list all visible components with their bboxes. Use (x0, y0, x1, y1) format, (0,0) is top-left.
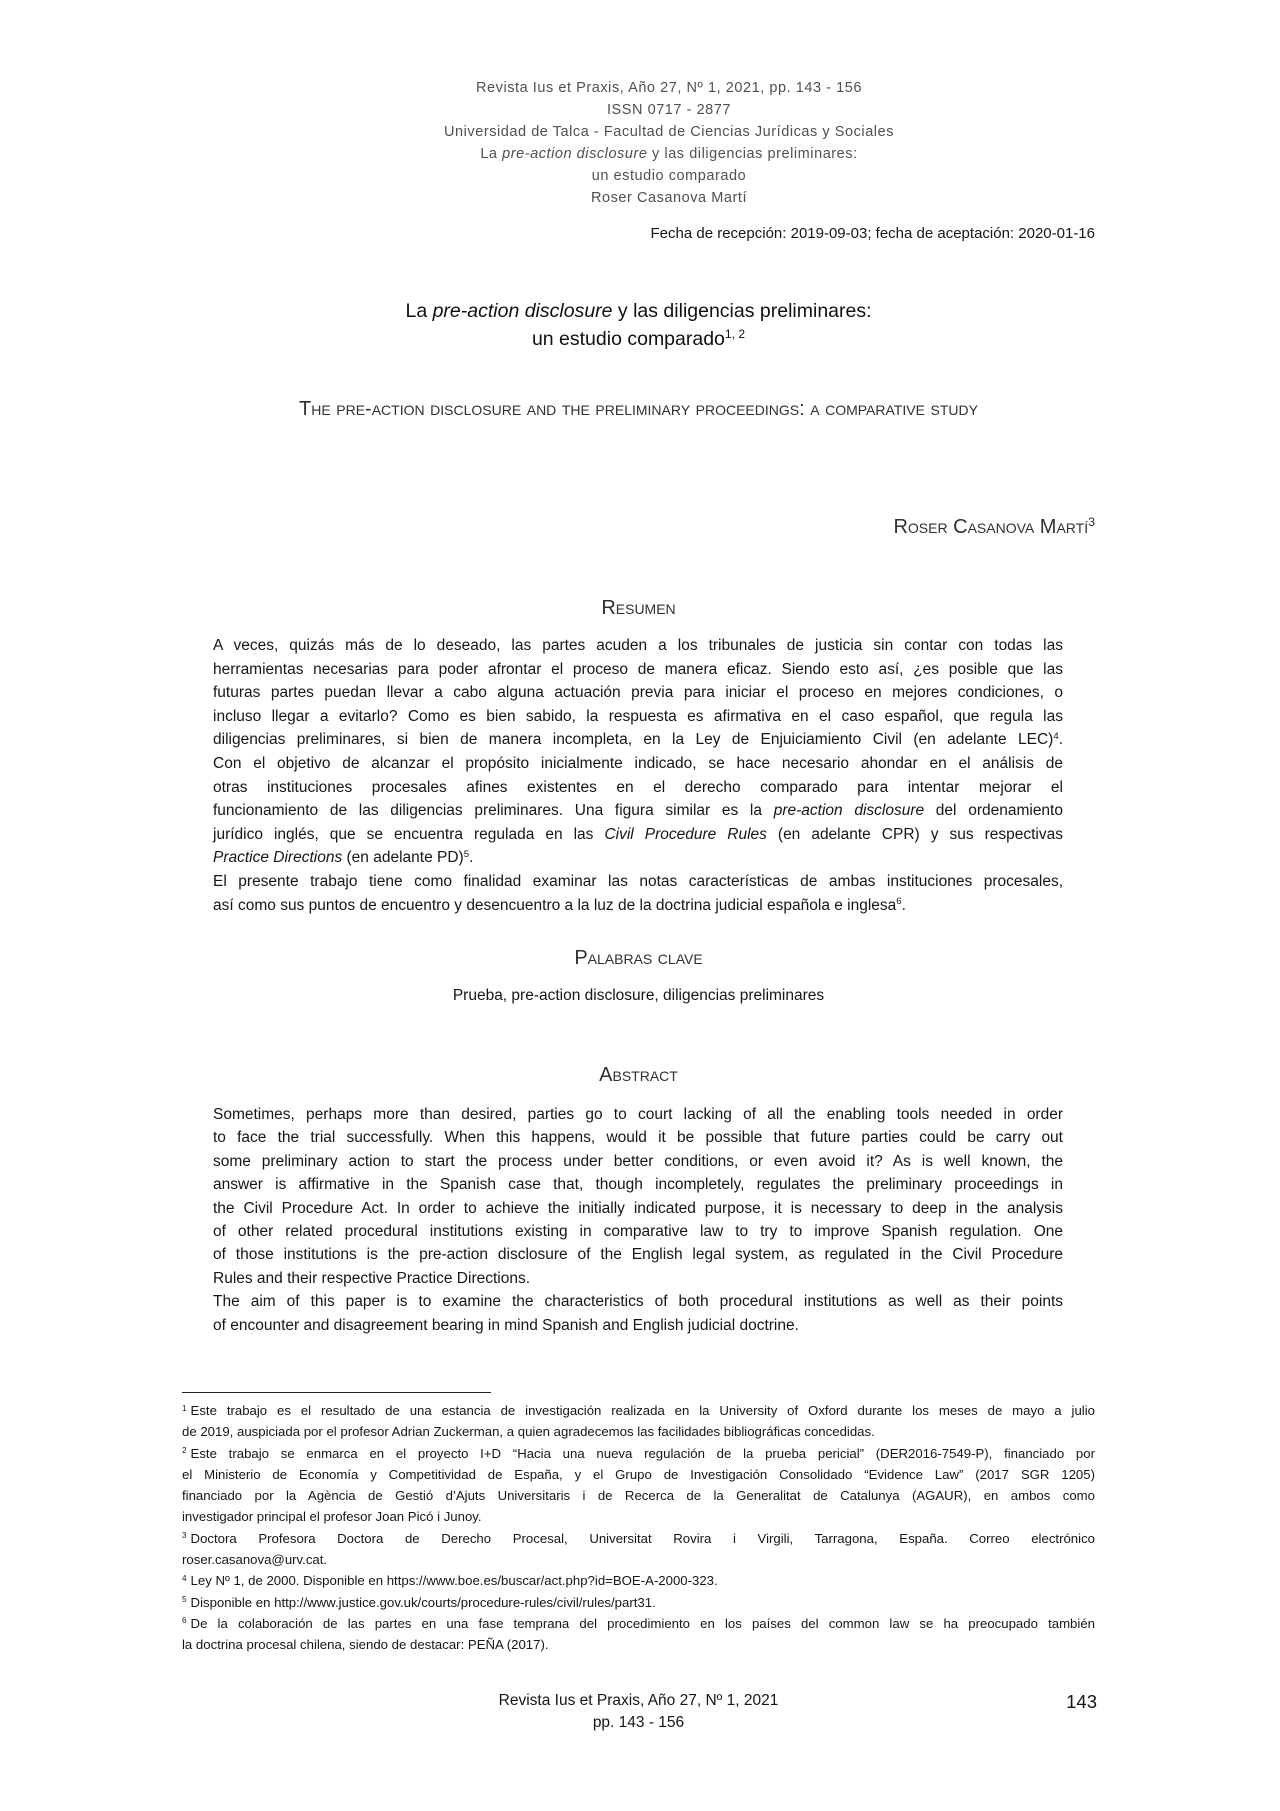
text-run: to face the trial successfully. When this happens, would it be possible that future parties could be carry out (213, 1129, 1063, 1147)
text-run: De la colaboración de las partes en una fase temprana del procedimiento en los países del common law se ha preocupado también (190, 1615, 1095, 1631)
text-line (213, 1290, 1063, 1313)
text-line (182, 325, 1095, 353)
text-run: y las diligencias preliminares: (647, 146, 858, 162)
text-line (182, 1443, 1095, 1464)
page-number: 143 (1066, 1691, 1097, 1712)
text-line (369, 121, 969, 143)
italic-text: Practice Directions (213, 849, 343, 867)
text-run: A veces, quizás más de lo deseado, las partes acuden a los tribunales de justicia sin contar con todas las (213, 637, 1063, 654)
text-line (213, 1314, 1063, 1337)
text-line (213, 728, 1063, 752)
footnote-marker: 1, 2 (724, 327, 746, 342)
text-line (213, 1150, 1063, 1173)
text-line (213, 823, 1063, 847)
text-line (213, 870, 1063, 894)
keywords-heading: Palabras clave (574, 947, 703, 969)
resumen-body (213, 634, 1063, 917)
text-line (182, 1485, 1095, 1506)
text-run: the Civil Procedure Act. In order to achieve the initially indicated purpose, it is necessary to deep in the analysis (213, 1199, 1063, 1217)
text-run: incluso llegar a evitarlo? Como es bien sabido, la respuesta es afirmativa en el caso español, que regula las (213, 707, 1063, 725)
text-run: The aim of this paper is to examine the characteristics of both procedural institutions as well as their points (213, 1293, 1063, 1311)
text-run: Con el objetivo de alcanzar el propósito inicialmente indicado, se hace necesario ahondar en el análisis de (213, 754, 1063, 772)
text-run: Rules and their respective Practice Directions. (213, 1269, 531, 1287)
footnote-2 (182, 1443, 1095, 1528)
italic-text: pre-action disclosure (773, 802, 925, 820)
abstract-body (213, 1103, 1063, 1337)
footnote-separator (182, 1392, 491, 1393)
text-run: some preliminary action to start the process under better conditions, or even avoid it? As is well known, the (213, 1152, 1063, 1170)
text-run: y las diligencias preliminares: (612, 300, 872, 322)
footnote-marker: 4 (1053, 731, 1059, 743)
author-name (182, 515, 1095, 539)
text-run: Sometimes, perhaps more than desired, parties go to court lacking of all the enabling tools needed in order (213, 1106, 1063, 1123)
text-run: investigador principal el profesor Joan Picó i Junoy. (182, 1509, 482, 1525)
text-run: Roser Casanova Martí (893, 516, 1089, 538)
italic-text: pre-action disclosure (502, 146, 648, 162)
footnote-number: 6 (182, 1616, 187, 1626)
text-line (213, 1197, 1063, 1220)
footnote-marker: 3 (1088, 515, 1095, 530)
footnote-marker: 6 (896, 896, 902, 908)
text-line (213, 705, 1063, 729)
text-run: Disponible en http://www.justice.gov.uk/courts/procedure-rules/civil/rules/part31. (190, 1594, 656, 1610)
text-line (213, 1126, 1063, 1149)
text-line (182, 1464, 1095, 1485)
text-run: . (469, 849, 474, 867)
footnote-6 (182, 1613, 1095, 1656)
footnote-3 (182, 1528, 1095, 1571)
footnote-number: 3 (182, 1531, 187, 1541)
text-run: funcionamiento de las diligencias preliminares. Una figura similar es la (213, 802, 774, 820)
footnote-1 (182, 1400, 1095, 1443)
footnotes (182, 1400, 1095, 1656)
footnote-5 (182, 1592, 1095, 1613)
text-run: answer is affirmative in the Spanish case that, though incompletely, regulates the preliminary proceedings in (213, 1176, 1063, 1194)
text-line (213, 658, 1063, 682)
text-run: Este trabajo es el resultado de una estancia de investigación realizada en la University of Oxford durante los meses de mayo a julio (190, 1403, 1095, 1418)
text-line (369, 165, 969, 187)
text-run: Doctora Profesora Doctora de Derecho Procesal, Universitat Rovira i Virgili, Tarragona, España. Correo electrónico (190, 1530, 1095, 1546)
text-line (213, 752, 1063, 776)
text-line (213, 1220, 1063, 1243)
text-run: financiado por la Agència de Gestió d’Ajuts Universitaris i de Recerca de la Generalitat de Catalunya (AGAUR), en ambos como (182, 1488, 1095, 1504)
text-run: un estudio comparado (531, 328, 725, 350)
italic-text: Civil Procedure Rules (604, 825, 767, 843)
text-line (213, 799, 1063, 823)
paragraph (213, 870, 1063, 917)
text-run: . (1058, 731, 1063, 749)
text-run: (en adelante CPR) y sus respectivas (766, 825, 1063, 843)
text-run: diligencias preliminares, si bien de manera incompleta, en la Ley de Enjuiciamiento Civil (en adelante LEC) (213, 731, 1054, 749)
text-line (213, 846, 1063, 870)
text-line (182, 1549, 1095, 1570)
text-run: jurídico inglés, que se encuentra regulada en las (213, 825, 605, 843)
english-title: The pre-action disclosure and the preliminary proceedings: a comparative study (299, 398, 978, 420)
text-line (182, 297, 1095, 325)
italic-text: pre-action disclosure (432, 300, 613, 322)
footnote-4 (182, 1570, 1095, 1591)
text-line (369, 77, 969, 99)
running-header (369, 77, 969, 209)
text-run: roser.casanova@urv.cat. (182, 1552, 328, 1568)
footnote-number: 4 (182, 1573, 187, 1583)
text-line (369, 187, 969, 209)
text-line (213, 1103, 1063, 1126)
text-run: La (480, 146, 503, 162)
text-line (369, 99, 969, 121)
text-run: futuras partes puedan llevar a cabo alguna actuación previa para iniciar el proceso en mejores condiciones, o (213, 684, 1063, 702)
text-run: of those institutions is the pre-action disclosure of the English legal system, as regulated in the Civil Procedure (213, 1246, 1063, 1264)
text-line (369, 143, 969, 165)
paragraph (213, 1103, 1063, 1290)
resumen-heading: Resumen (601, 597, 676, 619)
text-run: Revista Ius et Praxis, Año 27, Nº 1, 2021, pp. 143 - 156 (476, 80, 862, 96)
text-run: of other related procedural institutions existing in comparative law to try to improve Spanish regulation. One (213, 1223, 1063, 1241)
text-run: La (405, 300, 433, 322)
text-run: Roser Casanova Martí (590, 190, 748, 206)
text-line (182, 1400, 1095, 1421)
text-run: así como sus puntos de encuentro y desencuentro a la luz de la doctrina judicial española e inglesa (213, 896, 897, 914)
footnote-number: 2 (182, 1446, 187, 1456)
text-run: . (901, 896, 906, 914)
text-line (182, 1506, 1095, 1527)
text-line (213, 1173, 1063, 1196)
text-line (213, 894, 1063, 918)
text-line (213, 776, 1063, 800)
paragraph (213, 634, 1063, 870)
text-line (213, 681, 1063, 705)
text-run: herramientas necesarias para poder afrontar el proceso de manera eficaz. Siendo esto así, ¿es posible que las (213, 660, 1063, 678)
text-run: Universidad de Talca - Facultad de Ciencias Jurídicas y Sociales (444, 124, 894, 140)
text-run: El presente trabajo tiene como finalidad examinar las notas características de ambas instituciones procesales, (213, 872, 1063, 890)
text-run: Este trabajo se enmarca en el proyecto I+D “Hacia una nueva regulación de la prueba pericial” (DER2016-7549-P), financiado por (190, 1445, 1095, 1461)
text-line (182, 1570, 1095, 1591)
text-run: el Ministerio de Economía y Competitividad de España, y el Grupo de Investigación Consolidado “Evidence Law” (2017 SGR 1205) (182, 1466, 1095, 1482)
footnote-number: 1 (182, 1403, 187, 1413)
text-line (182, 1592, 1095, 1613)
text-line (213, 1267, 1063, 1290)
text-line (213, 634, 1063, 658)
text-line (213, 1243, 1063, 1266)
keywords-text: Prueba, pre-action disclosure, diligencias preliminares (452, 987, 825, 1004)
text-run: ISSN 0717 - 2877 (606, 102, 732, 118)
footer-pages-line: pp. 143 - 156 (592, 1714, 685, 1731)
text-line (182, 1634, 1095, 1655)
text-run: del ordenamiento (924, 802, 1063, 820)
footnote-marker: 5 (463, 849, 470, 861)
text-run: Ley Nº 1, de 2000. Disponible en https://www.boe.es/buscar/act.php?id=BOE-A-2000-323. (190, 1573, 718, 1589)
text-run: of encounter and disagreement bearing in mind Spanish and English judicial doctrine. (213, 1316, 799, 1334)
abstract-heading: Abstract (599, 1064, 678, 1086)
text-run: un estudio comparado (591, 168, 747, 184)
footnote-number: 5 (182, 1595, 187, 1605)
article-title (182, 297, 1095, 353)
text-run: de 2019, auspiciada por el profesor Adrian Zuckerman, a quien agradecemos las facilidades bibliográficas concedidas. (182, 1424, 875, 1440)
text-run: la doctrina procesal chilena, siendo de destacar: PEÑA (2017). (182, 1637, 549, 1653)
footer-journal-line: Revista Ius et Praxis, Año 27, Nº 1, 2021 (498, 1692, 779, 1709)
paragraph (213, 1290, 1063, 1337)
submission-dates: Fecha de recepción: 2019-09-03; fecha de aceptación: 2020-01-16 (650, 225, 1095, 242)
text-line (182, 1613, 1095, 1634)
text-line (182, 1421, 1095, 1442)
text-line (182, 1528, 1095, 1549)
text-run: (en adelante PD) (342, 849, 464, 867)
text-run: otras instituciones procesales afines existentes en el derecho comparado para intentar mejorar el (213, 778, 1063, 796)
